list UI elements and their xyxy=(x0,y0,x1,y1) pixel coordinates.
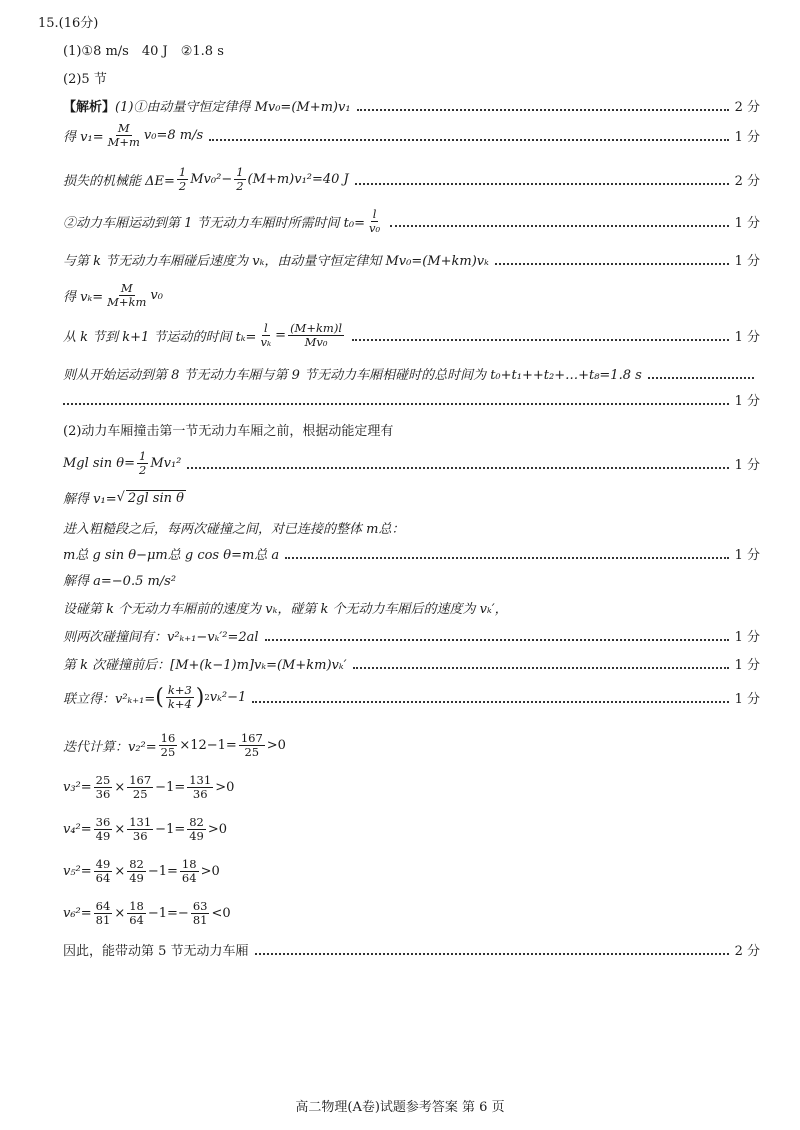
fraction-numerator: l xyxy=(263,321,268,335)
fraction-denominator: 81 xyxy=(95,913,111,928)
leader-dots xyxy=(252,701,728,703)
score-label: 1 分 xyxy=(734,254,760,269)
operator-times: × xyxy=(114,906,126,922)
score-label: 2 分 xyxy=(734,100,760,115)
comparison-positive: >0 xyxy=(200,864,220,880)
fraction-denominator: 36 xyxy=(132,829,148,844)
fraction-numerator: 1 xyxy=(138,449,147,463)
operator-times: × xyxy=(114,822,126,838)
fraction-numerator: 82 xyxy=(189,815,204,829)
fraction-64-81 xyxy=(94,900,113,927)
fraction-numerator: 82 xyxy=(129,857,144,871)
solution-line-7 xyxy=(63,322,760,349)
part2-intro: (2)动力车厢撞击第一节无动力车厢之前，根据动能定理有 xyxy=(63,424,394,439)
leader-dots xyxy=(265,639,729,641)
analysis-tag: 【解析】 xyxy=(63,100,116,115)
answer-part-2 xyxy=(63,68,760,87)
fraction-numerator: 131 xyxy=(189,773,212,787)
leader-dots xyxy=(209,139,728,141)
leader-dots xyxy=(355,183,729,185)
fraction-numerator: 131 xyxy=(129,815,152,829)
fraction-numerator: 49 xyxy=(95,857,111,871)
vk-prefix: 得 vₖ= xyxy=(63,290,104,306)
fraction-36-49 xyxy=(94,816,113,843)
fraction-denominator: 2 xyxy=(178,179,187,194)
fraction-131-36 xyxy=(127,816,153,843)
iteration-line-v5 xyxy=(63,858,760,885)
fraction-denominator: 36 xyxy=(95,787,111,802)
fraction-denominator: 36 xyxy=(192,787,208,802)
square-exponent: 2 xyxy=(204,692,210,703)
fraction-denominator: 25 xyxy=(244,745,260,760)
score-label: 1 分 xyxy=(734,630,760,645)
solution-line-8 xyxy=(63,364,760,383)
v1-solve-prefix: 解得 v₁= xyxy=(63,492,117,507)
fraction-16-25 xyxy=(159,732,178,759)
score-label: 1 分 xyxy=(734,394,760,409)
equals-sign: = xyxy=(275,328,287,344)
score-label: 2 分 xyxy=(734,174,760,190)
score-label: 1 分 xyxy=(734,548,760,563)
leader-dots xyxy=(63,403,729,405)
fraction-numerator: (M+km)l xyxy=(290,321,342,335)
fraction-l-over-vk xyxy=(258,322,273,349)
kinetic-energy-suffix: Mv₁² xyxy=(150,456,182,472)
fraction-M-over-Mkm xyxy=(105,282,148,309)
vk-suffix: v₀ xyxy=(150,288,163,304)
total-time-statement: 则从开始运动到第 8 节无动力车厢与第 9 节无动力车厢相碰时的总时间为 t₀+t₁++t₂+…+t₈=1.8 s xyxy=(63,368,642,383)
fraction-Mkml-over-Mv0 xyxy=(288,322,344,349)
iteration-v4-prefix: v₄²= xyxy=(63,822,92,838)
score-label: 1 分 xyxy=(734,458,760,474)
right-paren: ) xyxy=(195,684,205,710)
fraction-denominator: 2 xyxy=(236,179,244,194)
solution-line-13 xyxy=(63,544,760,563)
page-footer-text: 高二物理(A卷)试题参考答案 第 6 页 xyxy=(295,1100,505,1115)
fraction-numerator: M xyxy=(117,121,130,135)
iteration-v5-prefix: v₅²= xyxy=(63,864,92,880)
fraction-167-25 xyxy=(239,732,265,759)
answer-part-2-text: (2)5 节 xyxy=(63,72,107,87)
operator-minus-1-negative: −1=− xyxy=(147,906,189,922)
fraction-numerator: 167 xyxy=(129,773,152,787)
solution-line-5 xyxy=(63,250,760,269)
v1-result: v₀=8 m/s xyxy=(143,128,204,144)
fraction-numerator: 63 xyxy=(192,899,208,913)
operator-minus-1: −1= xyxy=(155,822,186,838)
problem-number-text: 15.(16分) xyxy=(38,16,99,31)
problem-number xyxy=(38,12,760,31)
iteration-line-v6 xyxy=(63,900,760,927)
recurrence-suffix: vₖ²−1 xyxy=(209,690,247,706)
fraction-denominator: 49 xyxy=(129,871,144,886)
left-paren: ( xyxy=(155,684,164,710)
score-label: 1 分 xyxy=(734,692,760,708)
fraction-denominator: v₀ xyxy=(369,221,381,236)
fraction-numerator: 16 xyxy=(160,731,176,745)
operator-minus-1: −1= xyxy=(147,864,178,880)
fraction-18-64 xyxy=(127,900,146,927)
fraction-numerator: 1 xyxy=(236,165,244,179)
fraction-denominator: 25 xyxy=(160,745,176,760)
fraction-49-64 xyxy=(94,858,113,885)
fraction-numerator: l xyxy=(372,207,377,221)
leader-dots xyxy=(495,263,729,265)
energy-result: (M+m)v₁²=40 J xyxy=(247,172,349,188)
leader-dots xyxy=(285,557,728,559)
iteration-line-v3 xyxy=(63,774,760,801)
time-tk-prefix: 从 k 节到 k+1 节运动的时间 tₖ= xyxy=(63,330,257,346)
fraction-denominator: 2 xyxy=(138,463,147,478)
fraction-numerator: 1 xyxy=(178,165,187,179)
solution-line-8-score xyxy=(63,390,760,409)
comparison-positive: >0 xyxy=(207,822,228,838)
fraction-denominator: 64 xyxy=(181,871,197,886)
fraction-denominator: 49 xyxy=(95,829,111,844)
score-label: 1 分 xyxy=(734,658,760,673)
v1-prefix: 得 v₁= xyxy=(63,130,104,146)
fraction-25-36 xyxy=(94,774,113,801)
leader-dots xyxy=(390,225,728,227)
kinetic-energy-prefix: Mgl sin θ= xyxy=(63,456,135,472)
kinematics-equation: 则两次碰撞间有：v²ₖ₊₁−vₖ′²=2al xyxy=(63,630,259,645)
answer-part-1-text: (1)①8 m/s 40 J ②1.8 s xyxy=(63,44,224,59)
fraction-denominator: 64 xyxy=(95,871,111,886)
fraction-denominator: 25 xyxy=(132,787,148,802)
rough-section-intro: 进入粗糙段之后，每两次碰撞之间，对已连接的整体 m总： xyxy=(63,522,405,537)
fraction-denominator: 64 xyxy=(129,913,144,928)
score-label: 1 分 xyxy=(734,216,760,232)
fraction-denominator: 49 xyxy=(189,829,204,844)
leader-dots xyxy=(255,953,729,955)
solution-line-2 xyxy=(63,122,760,149)
operator-times: × xyxy=(114,864,126,880)
acceleration-result: 解得 a=−0.5 m/s² xyxy=(63,574,177,589)
leader-dots xyxy=(187,467,728,469)
energy-loss-prefix: 损失的机械能 ΔE= xyxy=(63,174,175,190)
operator-times: × xyxy=(114,780,126,796)
fraction-18-64 xyxy=(180,858,199,885)
iteration-v2-prefix: 迭代计算：v₂²= xyxy=(63,740,157,756)
fraction-numerator: 64 xyxy=(95,899,111,913)
fraction-82-49 xyxy=(187,816,206,843)
time-t0-prefix: ②动力车厢运动到第 1 节无动力车厢时所需时间 t₀= xyxy=(63,216,365,232)
page-footer xyxy=(0,1096,800,1115)
collision-k-equation: 与第 k 节无动力车厢碰后速度为 vₖ，由动量守恒定律知 Mv₀=(M+km)vₖ xyxy=(63,254,489,269)
energy-term: Mv₀²− xyxy=(190,172,233,188)
velocity-definition: 设碰第 k 个无动力车厢前的速度为 vₖ，碰第 k 个无动力车厢后的速度为 vₖ′， xyxy=(63,602,508,617)
fraction-denominator: 81 xyxy=(192,913,208,928)
solution-line-14 xyxy=(63,570,760,589)
leader-dots xyxy=(353,667,729,669)
fraction-half xyxy=(137,450,148,477)
leader-dots xyxy=(357,109,729,111)
operator-minus-1: −1= xyxy=(155,780,186,796)
leader-dots xyxy=(648,377,754,379)
iteration-v3-prefix: v₃²= xyxy=(63,780,92,796)
iteration-v6-prefix: v₆²= xyxy=(63,906,92,922)
score-label: 2 分 xyxy=(734,944,760,959)
score-label: 1 分 xyxy=(734,130,760,146)
fraction-167-25 xyxy=(127,774,153,801)
newton-second-law: m总 g sin θ−μm总 g cos θ=m总 a xyxy=(63,548,280,563)
momentum-equation: (1)①由动量守恒定律得 Mv₀=(M+m)v₁ xyxy=(115,100,351,115)
iteration-line-v4 xyxy=(63,816,760,843)
fraction-63-81 xyxy=(191,900,210,927)
fraction-l-over-v0 xyxy=(367,208,382,235)
fraction-numerator: k+3 xyxy=(167,683,192,697)
fraction-M-over-Mm xyxy=(106,122,142,149)
solution-line-3 xyxy=(63,166,760,193)
fraction-131-36 xyxy=(187,774,213,801)
fraction-denominator: M+km xyxy=(107,295,147,310)
sqrt-sign: √ xyxy=(116,490,125,505)
fraction-denominator: Mv₀ xyxy=(304,335,328,350)
recurrence-prefix: 联立得：v²ₖ₊₁= xyxy=(63,692,156,708)
fraction-numerator: 36 xyxy=(95,815,111,829)
answer-part-1 xyxy=(63,40,760,59)
comparison-positive: >0 xyxy=(215,780,235,796)
fraction-denominator: M+m xyxy=(107,135,140,150)
solution-line-12 xyxy=(63,518,760,537)
leader-dots xyxy=(352,339,729,341)
solution-line-18 xyxy=(63,684,760,711)
iteration-line-v2 xyxy=(63,732,760,759)
fraction-numerator: 18 xyxy=(181,857,197,871)
solution-line-6 xyxy=(63,282,760,309)
conclusion-text: 因此，能带动第 5 节无动力车厢 xyxy=(63,944,249,959)
solution-line-10 xyxy=(63,450,760,477)
score-label: 1 分 xyxy=(734,330,760,346)
fraction-numerator: 25 xyxy=(95,773,111,787)
fraction-82-49 xyxy=(127,858,146,885)
solution-line-15 xyxy=(63,598,760,617)
fraction-numerator: M xyxy=(120,281,133,295)
operator-times-12-minus-1: ×12−1= xyxy=(179,738,237,754)
collision-momentum: 第 k 次碰撞前后：[M+(k−1)m]vₖ=(M+km)vₖ′ xyxy=(63,658,347,673)
fraction-denominator: k+4 xyxy=(167,697,192,712)
sqrt-radicand: 2gl sin θ xyxy=(127,490,184,506)
solution-line-9 xyxy=(63,420,760,439)
solution-conclusion xyxy=(63,940,760,959)
comparison-positive: >0 xyxy=(266,738,286,754)
solution-line-16 xyxy=(63,626,760,645)
fraction-denominator: vₖ xyxy=(260,335,272,350)
solution-line-17 xyxy=(63,654,760,673)
fraction-half xyxy=(177,166,188,193)
solution-line-4 xyxy=(63,208,760,235)
fraction-numerator: 18 xyxy=(129,899,144,913)
solution-line-11 xyxy=(63,488,760,507)
fraction-half xyxy=(234,166,245,193)
fraction-k3-over-k4 xyxy=(166,684,194,711)
comparison-negative: <0 xyxy=(211,906,231,922)
solution-line-1 xyxy=(63,96,760,115)
fraction-numerator: 167 xyxy=(240,731,263,745)
